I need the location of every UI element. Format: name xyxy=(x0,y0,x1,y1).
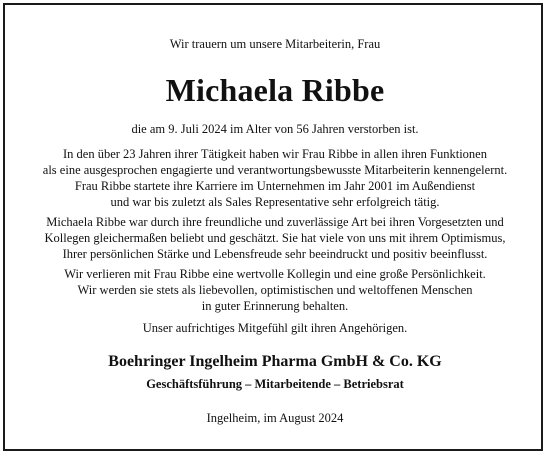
paragraph2-line-2: Kollegen gleichermaßen beliebt und geschätzt. Sie hat viele von uns mit ihrem Optimismus, xyxy=(44,231,506,245)
place-date-line: Ingelheim, im August 2024 xyxy=(206,411,344,425)
signatories-line: Geschäftsführung – Mitarbeitende – Betriebsrat xyxy=(146,377,404,391)
paragraph1-line-2: als eine ausgesprochen engagierte und verantwortungsbewusste Mitarbeiterin kennengelernt. xyxy=(42,163,508,177)
paragraph2-line-1: Michaela Ribbe war durch ihre freundliche und zuverlässige Art bei ihren Vorgesetzten und xyxy=(46,215,504,229)
death-line: die am 9. Juli 2024 im Alter von 56 Jahren verstorben ist. xyxy=(131,122,419,136)
paragraph2-line-3: Ihrer persönlichen Stärke und Lebensfreude sehr beeindruckt und positiv beeinflusst. xyxy=(62,247,488,261)
company-name: Boehringer Ingelheim Pharma GmbH & Co. KG xyxy=(108,353,442,370)
paragraph3-line-2: Wir werden sie stets als liebevollen, optimistischen und weltoffenen Menschen xyxy=(77,283,473,297)
sympathy-line: Unser aufrichtiges Mitgefühl gilt ihren Angehörigen. xyxy=(142,321,408,335)
paragraph3-line-3: in guter Erinnerung behalten. xyxy=(201,299,349,313)
paragraph1-line-4: und war bis zuletzt als Sales Representative sehr erfolgreich tätig. xyxy=(110,195,440,209)
paragraph1-line-3: Frau Ribbe startete ihre Karriere im Unternehmen im Jahr 2001 im Außendienst xyxy=(74,179,476,193)
intro-line: Wir trauern um unsere Mitarbeiterin, Frau xyxy=(169,37,381,51)
deceased-name: Michaela Ribbe xyxy=(165,72,385,108)
paragraph3-line-1: Wir verlieren mit Frau Ribbe eine wertvolle Kollegin und eine große Persönlichkeit. xyxy=(64,267,486,281)
paragraph1-line-1: In den über 23 Jahren ihrer Tätigkeit haben wir Frau Ribbe in allen ihren Funktionen xyxy=(63,147,487,161)
